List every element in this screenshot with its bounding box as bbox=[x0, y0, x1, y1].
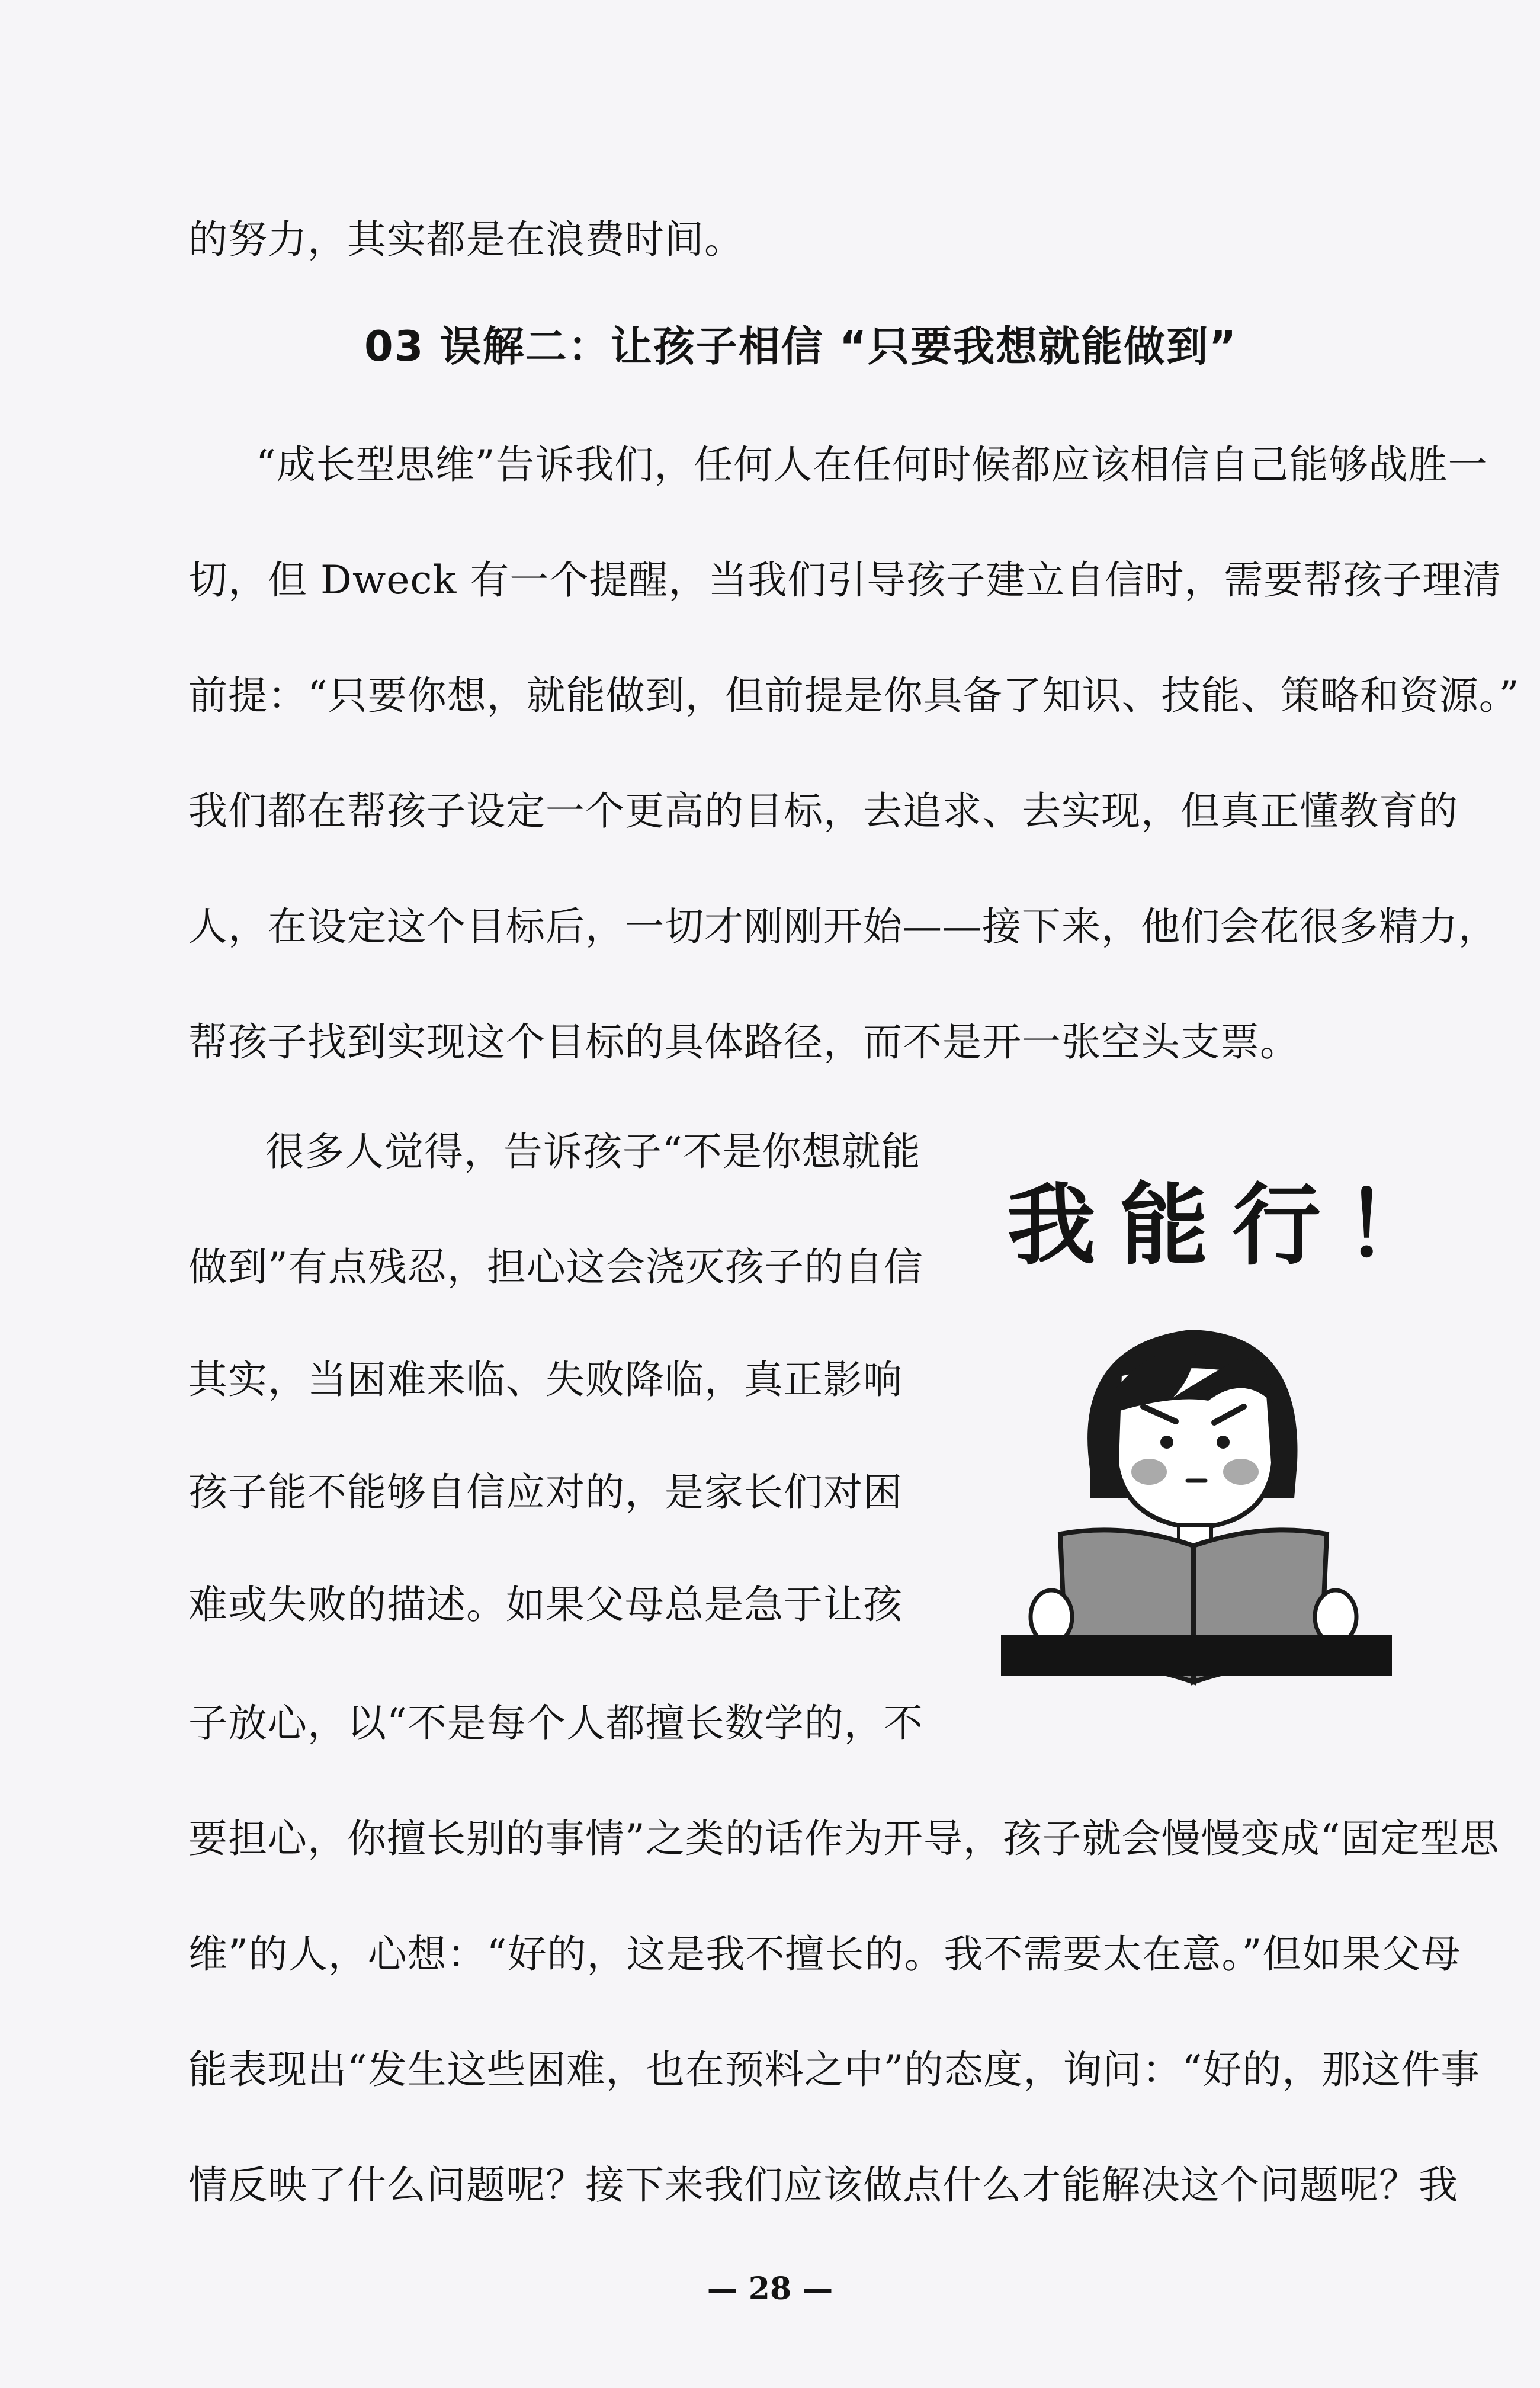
page-number: — 28 — bbox=[707, 2271, 833, 2307]
paragraph-line: 维”的人，心想：“好的，这是我不擅长的。我不需要太在意。”但如果父母 bbox=[188, 1931, 1461, 1977]
section-heading: 03 误解二：让孩子相信 “只要我想就能做到” bbox=[364, 322, 1238, 371]
paragraph-line: 情反映了什么问题呢？接下来我们应该做点什么才能解决这个问题呢？我 bbox=[188, 2162, 1458, 2208]
paragraph-line: 孩子能不能够自信应对的，是家长们对困 bbox=[188, 1469, 903, 1515]
paragraph-line: 人，在设定这个目标后，一切才刚刚开始——接下来，他们会花很多精力， bbox=[188, 904, 1498, 949]
paragraph-line: 要担心，你擅长别的事情”之类的话作为开导，孩子就会慢慢变成“固定型思 bbox=[188, 1816, 1500, 1861]
paragraph-line: 能表现出“发生这些困难，也在预料之中”的态度，询问：“好的，那这件事 bbox=[188, 2047, 1481, 2092]
paragraph-line: “成长型思维”告诉我们，任何人在任何时候都应该相信自己能够战胜一 bbox=[256, 442, 1488, 487]
paragraph-line: 我们都在帮孩子设定一个更高的目标，去追求、去实现，但真正懂教育的 bbox=[188, 788, 1458, 834]
paragraph-line: 做到”有点残忍，担心这会浇灭孩子的自信 bbox=[188, 1244, 923, 1290]
paragraph-line: 子放心，以“不是每个人都擅长数学的，不 bbox=[188, 1700, 923, 1746]
paragraph-line: 帮孩子找到实现这个目标的具体路径，而不是开一张空头支票。 bbox=[188, 1019, 1300, 1065]
paragraph-line: 切，但 Dweck 有一个提醒，当我们引导孩子建立自信时，需要帮孩子理清 bbox=[188, 557, 1502, 603]
paragraph-line: 难或失败的描述。如果父母总是急于让孩 bbox=[188, 1582, 903, 1628]
girl-reading-illustration bbox=[995, 1273, 1410, 1688]
paragraph-line: 其实，当困难来临、失败降临，真正影响 bbox=[188, 1357, 903, 1402]
paragraph-line: 的努力，其实都是在浪费时间。 bbox=[188, 217, 744, 262]
desk-bar bbox=[1001, 1635, 1392, 1676]
paragraph-line: 前提：“只要你想，就能做到，但前提是你具备了知识、技能、策略和资源。” bbox=[188, 673, 1520, 718]
paragraph-line: 很多人觉得，告诉孩子“不是你想就能 bbox=[265, 1129, 921, 1174]
illustration-title: 我能行！ bbox=[1007, 1174, 1458, 1278]
